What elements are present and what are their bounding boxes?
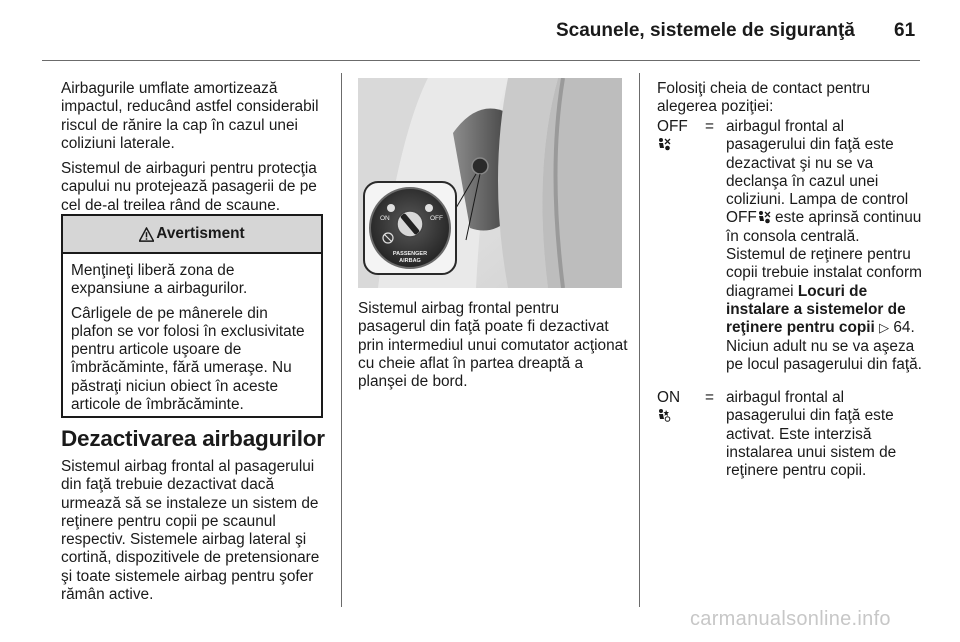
page-header: [0, 0, 960, 62]
paragraph: Airbagurile umflate amortizează impactul, reducând astfel considerabil riscul de rănire la cap în cazul unei coliziuni laterale.: [61, 80, 319, 152]
warning-triangle-icon: [139, 227, 154, 242]
section-body: [61, 458, 327, 611]
warning-body: [63, 254, 321, 414]
page-number: 61: [894, 20, 916, 41]
equals-sign: =: [705, 389, 714, 406]
photo-caption: [358, 300, 628, 398]
paragraph: Folosiţi cheia de contact pentru alegerea poziţiei:: [657, 80, 871, 116]
header-divider: [42, 60, 920, 61]
airbag-off-icon: [657, 137, 671, 151]
switch-on-label: ON: [380, 215, 390, 222]
desc-text: . Niciun adult nu se va aşeza pe locul pasagerului din faţă.: [726, 319, 922, 373]
airbag-switch-photo: [358, 78, 622, 288]
warning-box: [61, 214, 323, 418]
warning-title: Avertisment: [156, 225, 245, 242]
column-divider-right: [639, 73, 640, 607]
section-heading: Dezactivarea airbagurilor: [61, 426, 325, 451]
dashboard-photo-illustration: [358, 78, 622, 288]
paragraph: Sistemul de airbaguri pentru protecţia capului nu protejează pasagerii de pe cel de-al treilea rând de scaune.: [61, 160, 317, 214]
caption-text: Sistemul airbag frontal pentru pasagerul din faţă poate fi dezactivat prin intermediul unui comutator acţionat cu cheie aflat în partea dreaptă a planşei de bord.: [358, 300, 628, 391]
airbag-off-icon: [757, 210, 771, 224]
warning-header: [63, 216, 321, 254]
column-divider-left: [341, 73, 342, 607]
definition-list: [657, 118, 922, 480]
equals-sign: =: [705, 118, 714, 135]
term-on: [657, 389, 697, 426]
reference-page[interactable]: 64: [893, 319, 911, 337]
term-label: ON: [657, 389, 681, 406]
term-off: [657, 118, 697, 155]
reference-arrow-icon: ▷: [879, 320, 890, 336]
watermark: carmanualsonline.info: [690, 608, 891, 630]
switch-label-passenger: PASSENGER: [392, 251, 428, 257]
column-1-intro: [61, 80, 327, 222]
paragraph: Cârligele de pe mânerele din plafon se vor folosi în exclusivitate pentru articole uşoare de îmbrăcăminte, fără umeraşe. Nu păstraţi niciun obiect în aceste articole de îmbrăcăminte.: [71, 304, 305, 414]
page-title: Scaunele, sistemele de siguranţă: [556, 20, 855, 41]
term-label: OFF: [657, 118, 688, 135]
switch-label-airbag: AIRBAG: [399, 258, 421, 264]
paragraph: Menţineţi liberă zona de expansiune a airbagurilor.: [71, 262, 248, 298]
desc-text: airbagul frontal al pasagerului din faţă este dezactivat şi nu se va declanşa în cazul unei coliziuni. Lampa de control OFF: [726, 118, 909, 227]
definition-row-off: [657, 118, 922, 389]
definition-row-on: [657, 389, 922, 480]
definition-on: airbagul frontal al pasagerului din faţă este activat. Este interzisă instalarea unui sistem de reţinere pentru copii.: [726, 389, 897, 480]
airbag-on-icon: [657, 408, 671, 422]
cross-reference-link[interactable]: Locuri de instalare a sistemelor de reţinere pentru copii: [726, 282, 906, 337]
paragraph: Sistemul airbag frontal al pasagerului din faţă trebuie dezactivat dacă urmează să se instaleze un sistem de reţinere pentru copii pe scaunul respectiv. Sistemele airbag lateral şi cortină, dispozitivele de pretensionare şi toate sistemele airbag pentru şofer rămân active.: [61, 458, 320, 604]
definition-off: [726, 118, 922, 374]
switch-off-label: OFF: [430, 215, 443, 222]
desc-text: este aprinsă continuu în consola centrală. Sistemul de reţinere pentru copii trebuie instalat conform diagramei: [726, 209, 922, 300]
